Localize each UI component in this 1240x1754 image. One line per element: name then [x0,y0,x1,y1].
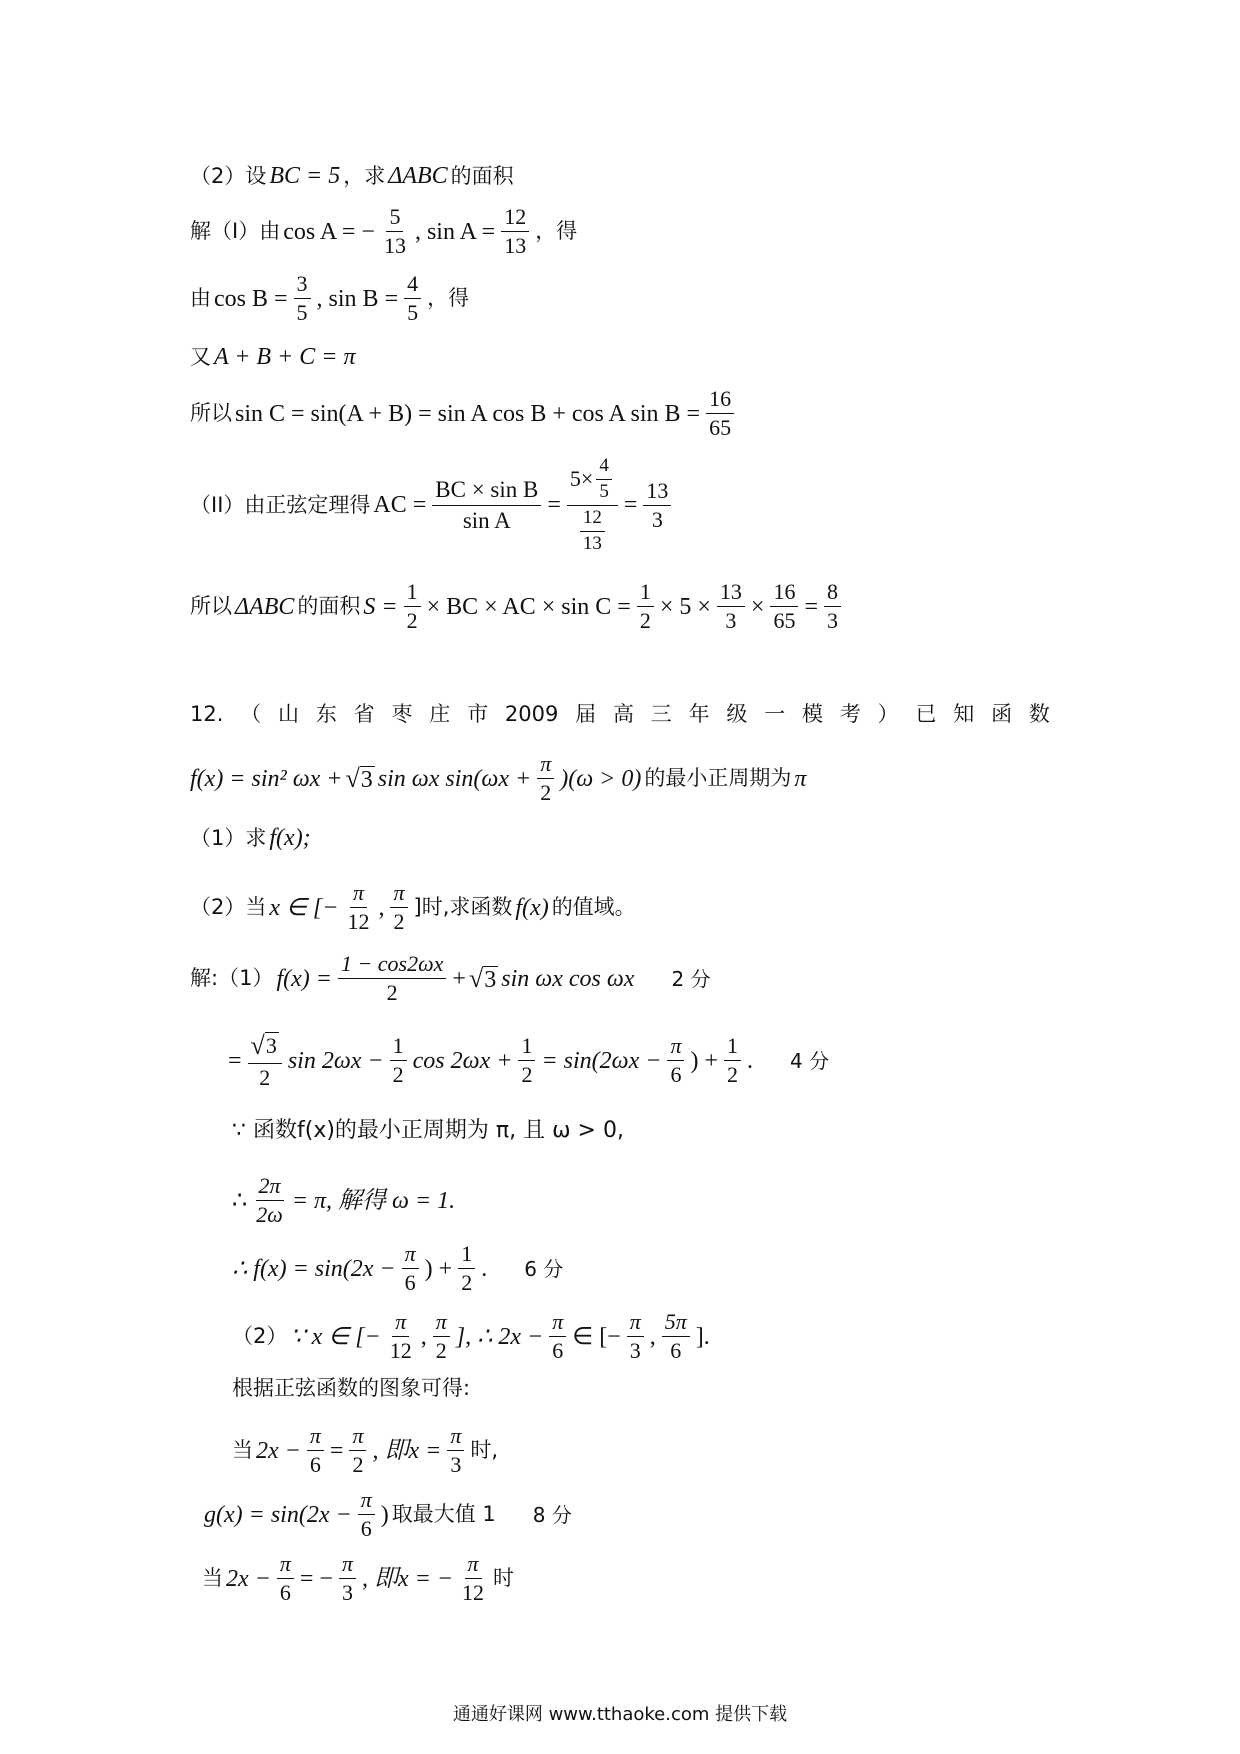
solution-line-5 [190,456,674,555]
math: )(ω > 0) [560,765,642,792]
text: 所以 [190,401,232,426]
question-12-part1 [190,826,311,850]
text: 取最大值 1 [391,1502,496,1527]
math: sin C = sin(A + B) = sin A cos B + cos A sin B = [235,400,701,427]
fraction: $\frac{1}{2}$ [390,1034,407,1087]
fraction: √ 3 2 [248,1032,282,1090]
solution-line-4 [190,387,737,440]
text: 当 [232,1438,253,1463]
fraction: $\frac{\pi}{2}$ [349,1424,366,1477]
footer-credit: 通通好课网 www.tthaoke.com 提供下载 [452,1704,788,1725]
math: , 即x = − [362,1565,454,1592]
answer-line-6 [232,1310,710,1363]
math: ) + [690,1047,718,1074]
math: ) + [424,1255,453,1282]
math: = [623,492,638,519]
fraction: $\frac{16}{65}$ [706,387,734,440]
math: ]. [695,1323,710,1350]
fraction: $\frac{13}{3}$ [643,479,671,532]
header-char: 省 [353,702,375,726]
math: x ∈ [− [269,894,339,921]
math: f(x) = [276,965,332,992]
answer-line-9 [204,1488,572,1541]
part2-question [190,164,514,188]
math: AC = [373,492,427,519]
text: 根据正弦函数的图象可得: [232,1376,471,1400]
fraction: $\frac{\text{BC × sin B}}{\text{sin A}}$ [432,477,541,533]
question-12-part2 [190,881,636,934]
math: , sin A = [414,218,496,245]
fraction: $\frac{\pi}{3}$ [627,1310,644,1363]
question-12-header-text [190,704,1050,725]
fraction: $\frac{1}{2}$ [458,1242,475,1295]
answer-line-8 [232,1424,498,1477]
score-label: 2 分 [671,966,711,991]
fraction: $\frac{3}{5}$ [294,272,311,325]
math: , [649,1323,656,1350]
fraction: $\frac{1 - \cos 2\omega x}{2}$ [338,952,446,1005]
fraction: $\frac{16}{65}$ [770,580,798,633]
math: f(x); [269,825,311,851]
math: = [804,593,818,620]
math: cos B = [214,285,288,312]
fraction: $\frac{\pi}{6}$ [549,1310,566,1363]
header-char: 山 [278,702,300,726]
math: × [750,593,765,620]
solution-line-3 [190,345,356,369]
answer-line-5 [232,1242,563,1295]
answer-line-2 [228,1032,829,1090]
text: ]时,求函数 [413,895,513,920]
solution-line-6 [190,580,844,633]
text: ，得 [535,219,578,244]
fraction: $\frac{\pi}{3}$ [447,1424,464,1477]
compound-fraction: 5× $\frac{4}{5}$ $\frac{12}{13}$ [567,456,618,555]
fraction: $\frac{\pi}{6}$ [667,1034,684,1087]
text: ，求 [343,163,386,188]
math: = [329,1437,344,1464]
solution-line-2 [190,272,469,325]
header-char: 知 [953,702,975,726]
header-char: 市 [467,702,489,726]
answer-line-1 [190,952,711,1005]
fraction: $\frac{5}{13}$ [383,204,406,259]
header-char: 一 [764,702,786,726]
fraction: $\frac{2\pi}{2\omega}$ [256,1173,283,1228]
math: + [452,965,466,992]
math: f(x) [515,894,549,921]
math: sin ωx cos ωx [501,965,635,992]
math: ∈ [− [572,1323,621,1350]
header-char: 三 [650,702,672,726]
math: S = [363,593,398,620]
text: ∵ 函数f(x)的最小正周期为 π, 且 ω > 0, [232,1118,624,1143]
math: 2x − [256,1437,301,1464]
header-char: 模 [802,702,824,726]
text: （2）设 [190,163,267,188]
math: sin 2ωx − [287,1047,384,1074]
text: 解（I）由 [190,219,281,244]
answer-line-10 [202,1552,514,1605]
text: 的值域。 [551,895,636,920]
text: 的面积 [297,594,361,619]
fraction: $\frac{\pi}{6}$ [358,1488,375,1541]
math: π [794,765,807,792]
math: cos A = − [283,218,375,245]
math: ∴ [232,1187,248,1214]
math: . [481,1255,488,1282]
fraction: $\frac{\pi}{2}$ [390,881,407,934]
fraction: $\frac{\pi}{12}$ [389,1309,412,1364]
math: = − [299,1565,333,1592]
score-label: 6 分 [524,1256,564,1281]
fraction: $\frac{1}{2}$ [404,580,421,633]
math: ], ∴ 2x − [455,1323,544,1350]
fraction: $\frac{\pi}{6}$ [402,1242,419,1295]
math: . [747,1047,753,1074]
math: f(x) = sin² ωx + [190,765,343,792]
math: , [378,894,385,921]
text: 当 [202,1566,223,1591]
fraction: $\frac{\pi}{6}$ [277,1552,294,1605]
fraction: $\frac{5\pi}{6}$ [662,1310,690,1363]
header-char: 届 [575,702,597,726]
math: ∴ f(x) = sin(2x − [232,1255,396,1282]
fraction: $\frac{\pi}{6}$ [307,1424,324,1477]
math: , sin B = [316,285,399,312]
math: A + B + C = π [214,344,356,370]
header-char: 庄 [429,702,451,726]
math: cos 2ωx + [412,1047,513,1074]
text: 的最小正周期为 [644,766,792,791]
fraction: $\frac{\pi}{2}$ [433,1310,450,1363]
text: ，得 [427,286,470,311]
math: ) [380,1501,389,1528]
score-label: 4 分 [790,1048,830,1073]
math: sin ωx sin(ωx + [377,765,532,792]
fraction: $\frac{8}{3}$ [824,580,841,633]
header-char: 2009 [504,702,559,726]
text: 解:（1） [190,966,274,991]
fraction: $\frac{1}{2}$ [637,580,654,633]
math: 2x − [226,1565,271,1592]
fraction: $\frac{4}{5}$ [404,272,421,325]
header-char: 函 [991,702,1013,726]
math: ΔABC [235,593,295,620]
header-char: 数 [1028,702,1050,726]
math: = [547,492,561,519]
text: （1）求 [190,825,267,850]
text: 的面积 [450,163,514,188]
header-char: ） [877,702,899,726]
math: = π, 解得 ω = 1. [291,1187,456,1214]
text: （2）当 [190,895,267,920]
fraction: $\frac{\pi}{12}$ [462,1551,485,1606]
fraction: $\frac{\pi}{2}$ [537,752,554,805]
answer-line-7 [232,1378,470,1399]
answer-line-3 [232,1120,624,1142]
text: 所以 [190,594,232,619]
question-12-function [190,752,806,805]
sqrt: √ 3 [345,763,373,793]
fraction: $\frac{1}{2}$ [724,1034,741,1087]
math: × BC × AC × sin C = [426,593,631,620]
math: , [420,1323,427,1350]
text: 由 [190,286,211,311]
math: g(x) = sin(2x − [204,1501,352,1528]
text: （2） [232,1324,288,1349]
fraction: $\frac{\pi}{3}$ [339,1552,356,1605]
math: ΔABC [388,163,448,189]
answer-line-4 [232,1174,455,1227]
math: BC = 5 [269,163,341,189]
header-char: 东 [315,702,337,726]
header-char: 考 [839,702,861,726]
fraction: $\frac{1}{2}$ [518,1034,535,1087]
solution-line-1 [190,205,577,258]
score-label: 8 分 [532,1502,572,1527]
header-char: 年 [688,702,710,726]
header-char: （ [240,702,262,726]
fraction: $\frac{\pi}{12}$ [347,880,370,935]
math: ∵ x ∈ [− [290,1323,381,1350]
header-char: 级 [726,702,748,726]
header-char: 枣 [391,702,413,726]
text: 时, [470,1438,499,1463]
fraction: $\frac{13}{3}$ [717,580,745,633]
question-12-header [190,704,1050,725]
math: = sin(2ωx − [541,1047,662,1074]
sqrt: √ 3 [468,963,497,993]
math: = [228,1047,242,1074]
header-char: 12. [190,702,224,726]
fraction: $\frac{12}{13}$ [501,205,529,258]
math: , 即x = [372,1437,442,1464]
header-char: 高 [612,702,634,726]
text: 时 [493,1566,515,1591]
text: 又 [190,344,211,369]
header-char: 已 [915,702,937,726]
text: （II）由正弦定理得 [190,492,371,517]
math: × 5 × [659,593,711,620]
